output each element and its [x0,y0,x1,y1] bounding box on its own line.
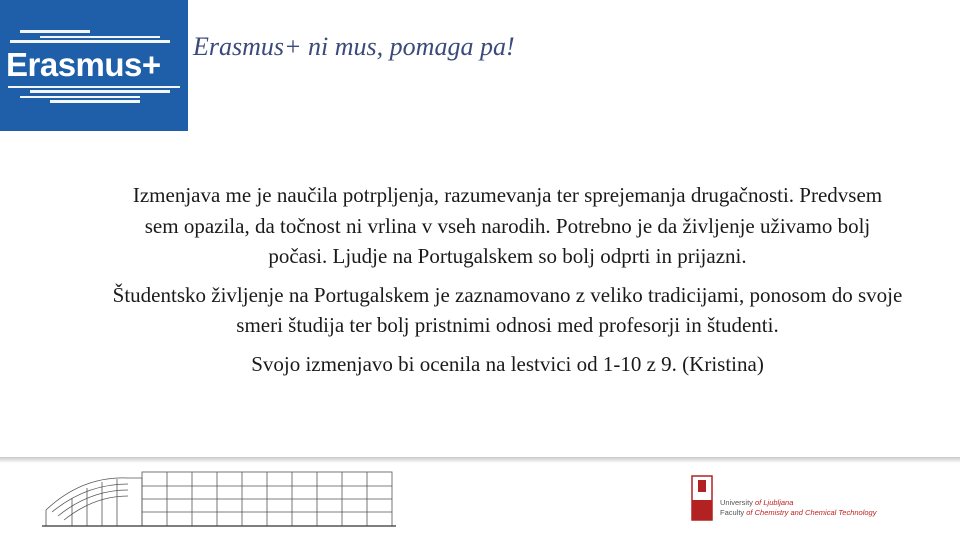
university-crest-icon [690,474,714,522]
paragraph-experience: Izmenjava me je naučila potrpljenja, razumevanja ter sprejemanja drugačnosti. Predvsem sem opazila, da točnost ni vrlina v vseh narodih. Potrebno je da življenje uživamo bolj počasi. Ljudje na Portugalskem so bolj odprti in prijazni. [132,183,883,268]
faculty-name-text: of Chemistry and Chemical Technology [746,508,877,517]
university-logo [690,474,910,524]
faculty-building-icon [42,468,398,530]
university-name-text: of Ljubljana [755,498,794,507]
slogan: Erasmus+ ni mus, pomaga pa! [193,32,515,61]
paragraph-rating: Svojo izmenjavo bi ocenila na lestvici od 1-10 z 9. (Kristina) [251,351,764,376]
footer-divider [0,457,960,463]
faculty-prefix: Faculty [720,508,747,517]
university-prefix: University [720,498,756,507]
paragraph-student-life: Študentsko življenje na Portugalskem je zaznamovano z veliko tradicijami, ponosom do svoje smeri študija ter bolj pristnimi odnosi med profesorji in študenti. [112,282,903,337]
main-text [110,180,905,387]
erasmus-logo [0,0,188,131]
erasmus-logo-text: Erasmus+ [6,46,161,83]
university-name [720,498,876,518]
